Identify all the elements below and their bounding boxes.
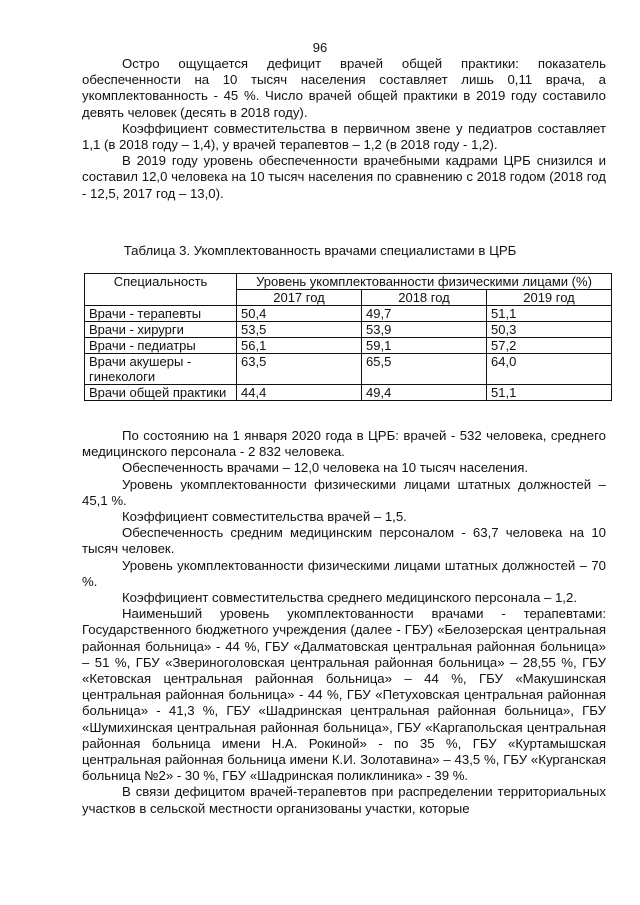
paragraph: Коэффициент совместительства среднего медицинского персонала – 1,2. [122, 590, 577, 606]
cell-value: 64,0 [487, 354, 612, 385]
paragraph: В 2019 году уровень обеспеченности врачебными кадрами ЦРБ снизился и составил 12,0 человека на 10 тысяч населения по сравнению с 2018 годом (2018 год - 12,5, 2017 год – 13,0). [82, 153, 606, 201]
paragraph: Обеспеченность средним медицинским персоналом - 63,7 человека на 10 тысяч человек. [82, 525, 606, 557]
table-row [85, 322, 612, 338]
cell-value: 53,5 [237, 322, 362, 338]
paragraph: Остро ощущается дефицит врачей общей практики: показатель обеспеченности на 10 тысяч населения составляет лишь 0,11 врача, а укомплектованность - 45 %. Число врачей общей практики в 2019 году составило девять человек (десять в 2018 году). [82, 56, 606, 120]
paragraph: Уровень укомплектованности физическими лицами штатных должностей – 45,1 %. [82, 476, 606, 508]
cell-value: 65,5 [362, 354, 487, 385]
paragraph: По состоянию на 1 января 2020 года в ЦРБ: врачей - 532 человека, среднего медицинского персонала - 2 832 человека. [82, 428, 606, 460]
cell-specialty: Врачи общей практики [85, 385, 237, 401]
cell-value: 51,1 [487, 385, 612, 401]
cell-specialty: Врачи - хирурги [85, 322, 237, 338]
column-header-year: 2018 год [362, 290, 487, 306]
body-text [82, 428, 606, 817]
cell-value: 63,5 [237, 354, 362, 385]
table-row [85, 354, 612, 385]
column-header-level: Уровень укомплектованности физическими лицами (%) [237, 274, 612, 290]
cell-value: 57,2 [487, 338, 612, 354]
table-row [85, 306, 612, 322]
column-header-year: 2019 год [487, 290, 612, 306]
column-header-year: 2017 год [237, 290, 362, 306]
staffing-table [84, 273, 612, 401]
cell-value: 51,1 [487, 306, 612, 322]
paragraph: Уровень укомплектованности физическими лицами штатных должностей – 70 %. [82, 557, 606, 589]
paragraph: Наименьший уровень укомплектованности врачами - терапевтами: Государственного бюджетного учреждения (далее - ГБУ) «Белозерская центральная районная больница» - 44 %, ГБУ «Далматовская центральная районная больница» – 51 %, ГБУ «Звериноголовская центральная районная больница» – 28,55 %, ГБУ «Кетовская центральная районная больница» – 44 %, ГБУ «Макушинская центральная районная больница» - 44 %, ГБУ «Петуховская центральная районная больница» - 41,3 %, ГБУ «Шадринская центральная районная больница», ГБУ «Шумихинская центральная районная больница», ГБУ «Каргапольская центральная районная больница имени Н.А. Рокиной» - по 35 %, ГБУ «Куртамышская центральная районная больница имени К.И. Золотавина» – 43,5 %, ГБУ «Курганская больница №2» - 30 %, ГБУ «Шадринская поликлиника» - 39 %. [82, 606, 606, 784]
cell-value: 53,9 [362, 322, 487, 338]
paragraph: Обеспеченность врачами – 12,0 человека на 10 тысяч населения. [122, 460, 529, 476]
table-row [85, 338, 612, 354]
page-number: 96 [312, 40, 328, 55]
cell-value: 56,1 [237, 338, 362, 354]
cell-value: 49,4 [362, 385, 487, 401]
table-caption: Таблица 3. Укомплектованность врачами специалистами в ЦРБ [123, 243, 517, 258]
paragraph: Коэффициент совместительства врачей – 1,5. [122, 509, 407, 525]
cell-specialty: Врачи - педиатры [85, 338, 237, 354]
paragraph: В связи дефицитом врачей-терапевтов при распределении территориальных участков в сельской местности организованы участки, которые [82, 784, 606, 816]
paragraph: Коэффициент совместительства в первичном звене у педиатров составляет 1,1 (в 2018 году – 1,4), у врачей терапевтов – 1,2 (в 2018 году - 1,2). [82, 120, 606, 153]
cell-value: 44,4 [237, 385, 362, 401]
cell-specialty: Врачи - терапевты [85, 306, 237, 322]
cell-value: 50,3 [487, 322, 612, 338]
cell-specialty: Врачи акушеры - гинекологи [85, 354, 237, 385]
cell-value: 59,1 [362, 338, 487, 354]
column-header-specialty: Специальность [85, 274, 237, 306]
cell-value: 50,4 [237, 306, 362, 322]
table-row [85, 385, 612, 401]
intro-text [82, 56, 606, 202]
cell-value: 49,7 [362, 306, 487, 322]
